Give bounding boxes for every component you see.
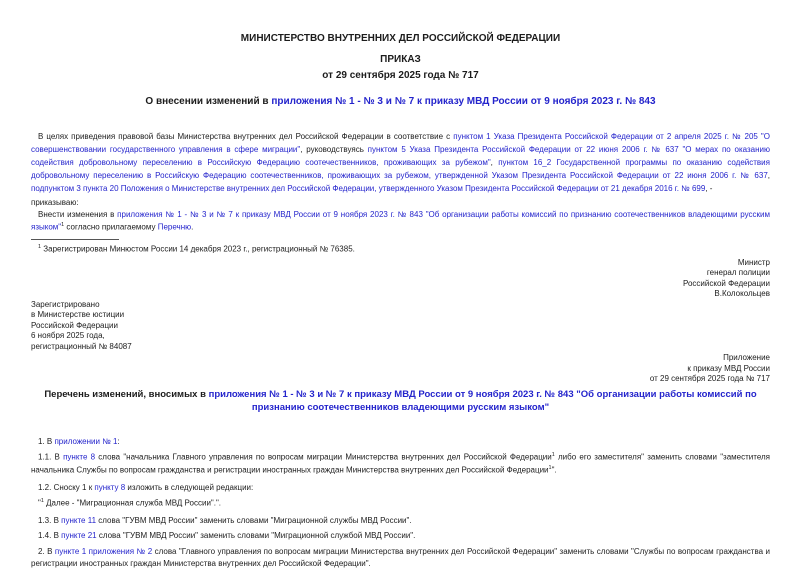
order-paragraph [31, 209, 770, 234]
doc-link[interactable]: пунктом 16_2 Государственной программы по оказанию содействия добровольному переселению в Российскую Федерацию соотечественников, проживающих за рубежом, утвержденной Указом Президента Российской Федерации от 22 июня 2006 г. № 637 [31, 158, 770, 180]
amendment-item-1-4 [31, 530, 770, 542]
text-segment: 1 [61, 222, 65, 228]
doc-type: ПРИКАЗ [380, 54, 421, 65]
doc-subject [31, 96, 770, 108]
text-segment: Зарегистрирован Минюстом России 14 декабря 2023 г., регистрационный № 76385. [41, 244, 355, 254]
amendment-item-2 [31, 546, 770, 569]
signature-title: Министр [737, 257, 770, 267]
text-segment: либо его заместителя" заменить словами "заместителя начальника Службы по вопросам гражданства и регистрации иностранных граждан Министерства внутренних дел Российской Федерации [31, 452, 770, 476]
doc-link[interactable]: пункте 11 [61, 516, 97, 526]
text-segment: 1. В [38, 436, 55, 446]
text-segment: 1.2. Сноску 1 к [38, 482, 95, 492]
footnote-separator [31, 239, 119, 240]
text-segment: : [117, 436, 120, 446]
text-segment: изложить в следующей редакции: [125, 482, 254, 492]
amendment-item-1 [31, 436, 770, 448]
appendix-line-1: Приложение [723, 353, 770, 363]
text-segment: 1.3. В [38, 516, 62, 526]
text-segment: В целях приведения правовой базы Министерства внутренних дел Российской Федерации в соответствие с [38, 132, 454, 141]
amendment-item-1-1 [31, 450, 770, 476]
order-word: приказываю: [31, 198, 79, 207]
text-segment: , [767, 171, 770, 180]
appendix-line-3: от 29 сентября 2025 года № 717 [649, 374, 770, 384]
text-segment: 1 [551, 452, 555, 459]
text-segment: О внесении изменений в [145, 96, 272, 107]
text-segment: 1.4. В [38, 530, 62, 540]
registration-date: 6 ноября 2025 года, [31, 331, 105, 341]
amendment-item-1-2-text [31, 496, 770, 509]
doc-link[interactable]: приложения № 1 - № 3 и № 7 к приказу МВД России от 9 ноября 2023 г. № 843 "Об организации работы комиссий по признанию соотечественников владеющими русским языком" [31, 209, 770, 232]
amendment-item-1-3 [31, 515, 770, 527]
text-segment: Далее - "Миграционная служба МВД России".". [43, 498, 222, 508]
doc-link[interactable]: пунктом 1 Указа Президента Российской Федерации от 2 апреля 2025 г. № 205 "О совершенствовании государственного управления в сфере миграции" [31, 132, 770, 154]
annex-heading [31, 388, 770, 414]
appendix-line-2: к приказу МВД России [687, 363, 770, 373]
ministry-name: МИНИСТЕРСТВО ВНУТРЕННИХ ДЕЛ РОССИЙСКОЙ ФЕДЕРАЦИИ [240, 33, 561, 44]
text-segment: 1 [40, 498, 44, 505]
doc-link[interactable]: пункту 8 [94, 482, 126, 492]
text-segment: 2. В [38, 547, 55, 557]
registration-number: регистрационный № 84087 [31, 341, 132, 351]
text-segment: Перечень изменений, вносимых в [44, 388, 209, 400]
text-segment: слова "ГУВМ МВД России" заменить словами "Миграционной службы МВД России". [96, 516, 412, 526]
doc-link[interactable]: приложении № 1 [54, 436, 118, 446]
text-segment: Внести изменения в [38, 209, 118, 219]
text-segment: , руководствуясь [300, 145, 368, 154]
text-segment: слова "начальника Главного управления по вопросам миграции Министерства внутренних дел Российской Федерации [95, 452, 552, 462]
registration-line-3: Российской Федерации [31, 320, 118, 330]
signature-name: В.Колокольцев [714, 289, 770, 299]
text-segment: " [38, 498, 41, 508]
signature-block [31, 258, 770, 300]
doc-link[interactable]: пункте 8 [63, 452, 96, 462]
text-segment: ". [551, 466, 557, 476]
signature-rank-line-2: Российской Федерации [683, 278, 770, 288]
registration-line-2: в Министерстве юстиции [31, 310, 125, 320]
registration-block [31, 300, 770, 353]
signature-rank-line-1: генерал полиции [706, 268, 770, 278]
text-segment: , [490, 158, 499, 167]
footnote [31, 242, 770, 255]
text-segment: 1 [38, 244, 42, 251]
doc-link[interactable]: приложения № 1 - № 3 и № 7 к приказу МВД России от 9 ноября 2023 г. № 843 [271, 96, 656, 107]
registration-line-1: Зарегистрировано [31, 299, 100, 309]
amendment-item-1-2 [31, 482, 770, 494]
text-segment: 1 [548, 465, 552, 472]
doc-link[interactable]: пункте 21 [61, 530, 97, 540]
doc-link[interactable]: Перечню [157, 222, 192, 232]
text-segment: слова "ГУВМ МВД России" заменить словами "Миграционной службой МВД России". [96, 530, 416, 540]
text-segment: слова "Главного управления по вопросам миграции Министерства внутренних дел Российской Федерации" заменить словами "Службы по вопросам гражданства и регистрации иностранных граждан Министерства внутренних дел Российской Федерации". [31, 547, 770, 568]
doc-date-number: от 29 сентября 2025 года № 717 [322, 70, 479, 81]
text-segment: 1.1. В [38, 452, 64, 462]
text-segment: согласно прилагаемому [64, 222, 158, 232]
text-segment: , - [705, 184, 713, 193]
doc-link[interactable]: пункте 1 приложения № 2 [54, 547, 153, 557]
doc-link[interactable]: пунктом 5 Указа Президента Российской Федерации от 22 июня 2006 г. № 637 "О мерах по оказанию содействия добровольному переселению в Российскую Федерацию соотечественников, проживающих за рубежом" [31, 145, 770, 167]
doc-link[interactable]: приложения № 1 - № 3 и № 7 к приказу МВД России от 9 ноября 2023 г. № 843 "Об организации работы комиссий по признанию соотечественников владеющими русским языком" [208, 388, 757, 413]
doc-link[interactable]: подпунктом 3 пункта 20 Положения о Министерстве внутренних дел Российской Федерации, утвержденного Указом Президента Российской Федерации от 21 декабря 2016 г. № 699 [31, 184, 706, 193]
text-segment: . [191, 222, 194, 232]
appendix-block [31, 353, 770, 385]
preamble-paragraph [31, 130, 770, 195]
amendments-list [31, 436, 770, 569]
